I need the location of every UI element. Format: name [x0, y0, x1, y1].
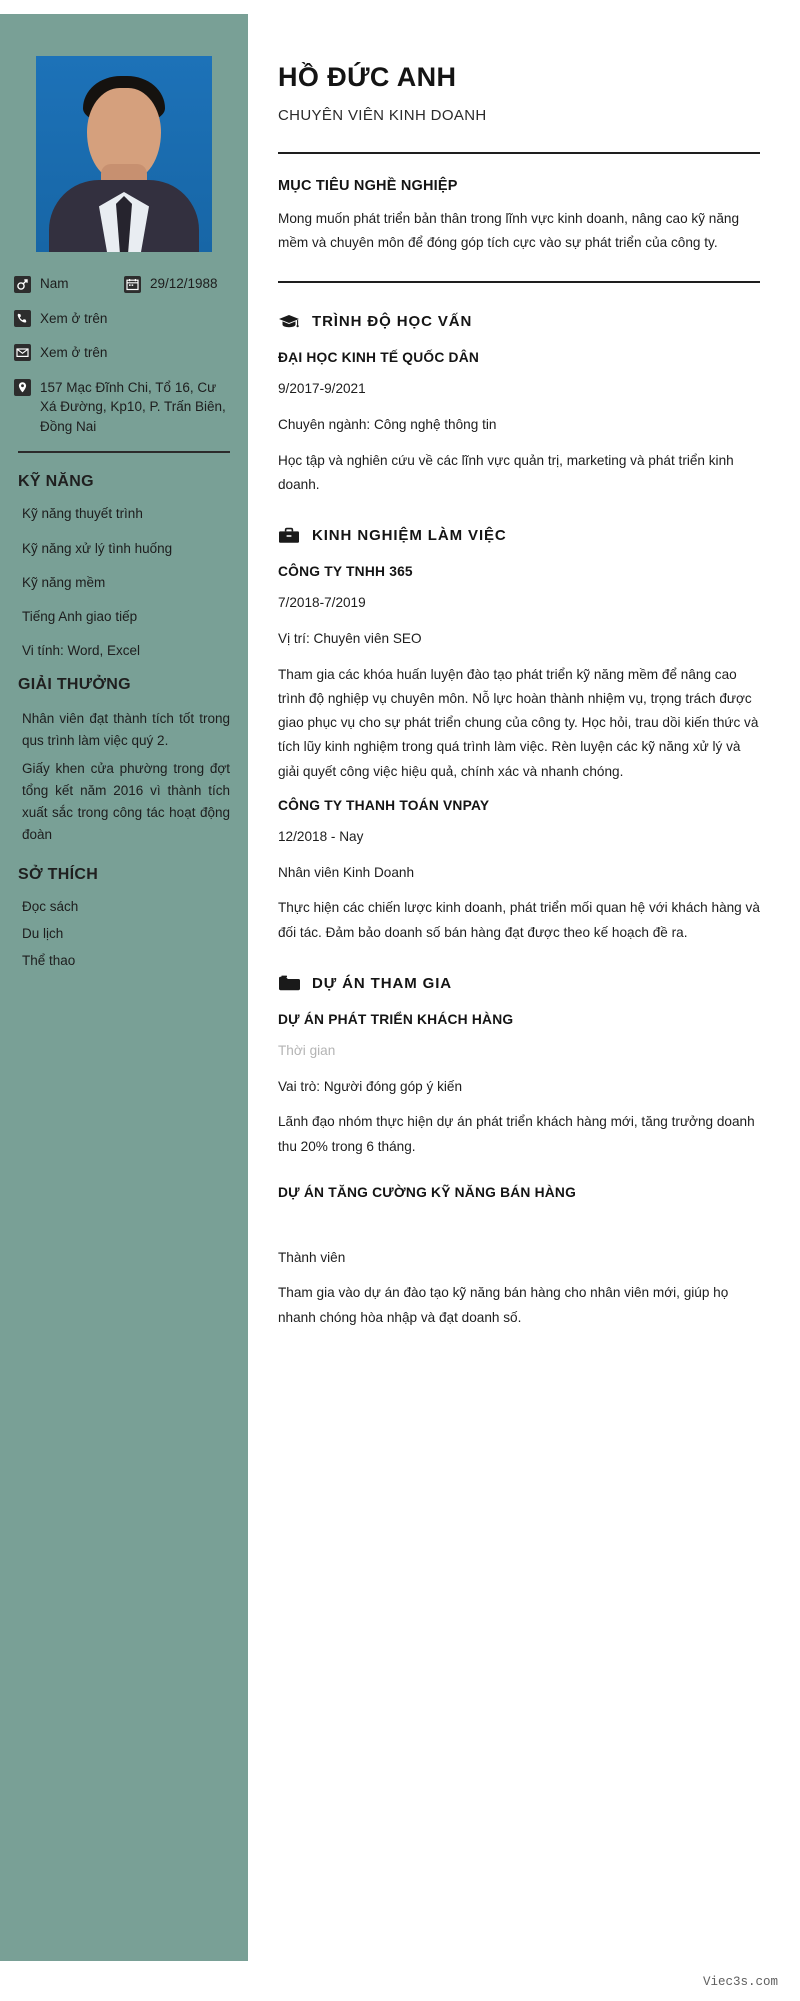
- project-item: [278, 1185, 760, 1330]
- company-name: CÔNG TY THANH TOÁN VNPAY: [278, 797, 490, 813]
- objective-text: Mong muốn phát triển bản thân trong lĩnh vực kinh doanh, nâng cao kỹ năng mềm và chuyên môn để đóng góp tích cực vào sự phát triển của công ty.: [278, 211, 740, 251]
- list-item: Kỹ năng thuyết trình: [22, 506, 143, 522]
- skills-list: [18, 505, 230, 660]
- projects-section: [278, 975, 760, 1330]
- objective-divider: [278, 281, 760, 283]
- sidebar-divider: [18, 451, 230, 453]
- page-title: HỒ ĐỨC ANH: [278, 62, 457, 92]
- contact-block: [0, 274, 248, 436]
- education-section: [278, 313, 760, 497]
- project-role: Vai trò: Người đóng góp ý kiến: [278, 1078, 463, 1094]
- location-pin-icon: [14, 379, 31, 396]
- education-major: Chuyên ngành: Công nghệ thông tin: [278, 417, 497, 433]
- cv-body: [0, 14, 800, 1961]
- contact-gender: [14, 274, 124, 294]
- contact-email: [14, 343, 234, 363]
- skills-section: [0, 473, 248, 970]
- objective-section: [278, 178, 760, 255]
- email-value: Xem ở trên: [40, 345, 108, 361]
- contact-address: [14, 378, 234, 437]
- list-item: Vi tính: Word, Excel: [22, 643, 141, 659]
- experience-item: [278, 798, 760, 945]
- objective-heading: MỤC TIÊU NGHỀ NGHIỆP: [278, 178, 458, 194]
- skills-heading: KỸ NĂNG: [18, 473, 94, 491]
- education-heading-row: [278, 313, 760, 330]
- phone-icon: [14, 310, 31, 327]
- list-item: Giấy khen cửa phường trong đợt tổng kết năm 2016 vì thành tích xuất sắc trong công tác hoạt động đoàn: [22, 761, 230, 842]
- experience-heading: KINH NGHIỆM LÀM VIỆC: [312, 527, 507, 545]
- watermark: Viec3s.com: [0, 1961, 800, 2001]
- employment-period: 7/2018-7/2019: [278, 595, 366, 611]
- list-item: Kỹ năng mềm: [22, 574, 106, 590]
- gender-icon: [14, 276, 31, 293]
- education-detail: Học tập và nghiên cứu về các lĩnh vực quản trị, marketing và phát triển kinh doanh.: [278, 452, 734, 493]
- graduation-cap-icon: [278, 314, 300, 330]
- hobbies-heading: SỞ THÍCH: [18, 865, 99, 883]
- job-title: CHUYÊN VIÊN KINH DOANH: [278, 107, 487, 124]
- employment-detail: Thực hiện các chiến lược kinh doanh, phát triển mối quan hệ với khách hàng và đối tác. Đảm bảo doanh số bán hàng đạt được theo kế hoạch đề ra.: [278, 900, 760, 940]
- awards-heading: GIẢI THƯỞNG: [18, 676, 131, 694]
- contact-birthday: [124, 274, 234, 294]
- experience-item: [278, 564, 760, 784]
- envelope-icon: [14, 344, 31, 361]
- list-item: Đọc sách: [22, 898, 79, 914]
- birthday-value: 29/12/1988: [150, 276, 218, 291]
- project-time: [278, 1212, 760, 1234]
- list-item: Du lịch: [22, 925, 64, 941]
- project-detail: Tham gia vào dự án đào tạo kỹ năng bán hàng cho nhân viên mới, giúp họ nhanh chóng hòa nhập và đạt doanh số.: [278, 1285, 729, 1325]
- calendar-icon: [124, 276, 141, 293]
- employment-position: Nhân viên Kinh Doanh: [278, 864, 415, 880]
- employment-period: 12/2018 - Nay: [278, 828, 364, 844]
- contact-phone: [14, 309, 234, 329]
- address-value: 157 Mạc Đĩnh Chi, Tổ 16, Cư Xá Đường, Kp10, P. Trấn Biên, Đồng Nai: [40, 379, 226, 434]
- sidebar: [0, 14, 248, 1961]
- list-item: Thể thao: [22, 953, 76, 969]
- profile-photo: [36, 56, 212, 252]
- education-period: 9/2017-9/2021: [278, 381, 366, 397]
- gender-label: Nam: [40, 276, 69, 291]
- projects-heading-row: [278, 975, 760, 992]
- experience-heading-row: [278, 527, 760, 544]
- awards-list: [18, 708, 230, 845]
- contact-row-gender-birthday: [14, 274, 234, 294]
- project-title: DỰ ÁN PHÁT TRIỂN KHÁCH HÀNG: [278, 1011, 514, 1027]
- employment-detail: Tham gia các khóa huấn luyện đào tạo phát triển kỹ năng mềm để nâng cao trình độ nghiệp vụ chuyên môn. Nỗ lực hoàn thành nhiệm vụ, trọng trách được giao phục vụ cho sự phát triển chung của công ty. Học hỏi, trau dồi kiến thức và tích lũy kinh nghiệm trong quá trình làm việc. Rèn luyện các kỹ năng xử lý và giải quyết công việc hiệu quả, chính xác và nhanh chóng.: [278, 666, 759, 779]
- main-content: [248, 14, 800, 1961]
- project-item: [278, 1012, 760, 1159]
- header-divider: [278, 152, 760, 154]
- project-role: Thành viên: [278, 1249, 346, 1265]
- education-heading: TRÌNH ĐỘ HỌC VẤN: [312, 313, 473, 331]
- company-name: CÔNG TY TNHH 365: [278, 564, 413, 580]
- list-item: Nhân viên đạt thành tích tốt trong qus trình làm việc quý 2.: [22, 711, 230, 749]
- list-item: Tiếng Anh giao tiếp: [22, 609, 138, 625]
- project-time: Thời gian: [278, 1042, 336, 1058]
- list-item: Kỹ năng xử lý tình huống: [22, 540, 173, 556]
- experience-section: [278, 527, 760, 944]
- phone-value: Xem ở trên: [40, 310, 108, 326]
- folder-icon: [278, 975, 300, 992]
- projects-heading: DỰ ÁN THAM GIA: [312, 974, 453, 992]
- employment-position: Vị trí: Chuyên viên SEO: [278, 631, 422, 647]
- hobbies-list: [18, 898, 230, 971]
- project-title: DỰ ÁN TĂNG CƯỜNG KỸ NĂNG BÁN HÀNG: [278, 1184, 577, 1200]
- project-detail: Lãnh đạo nhóm thực hiện dự án phát triển khách hàng mới, tăng trưởng doanh thu 20% trong 6 tháng.: [278, 1114, 755, 1154]
- education-school: ĐẠI HỌC KINH TẾ QUỐC DÂN: [278, 350, 480, 366]
- briefcase-icon: [278, 527, 300, 544]
